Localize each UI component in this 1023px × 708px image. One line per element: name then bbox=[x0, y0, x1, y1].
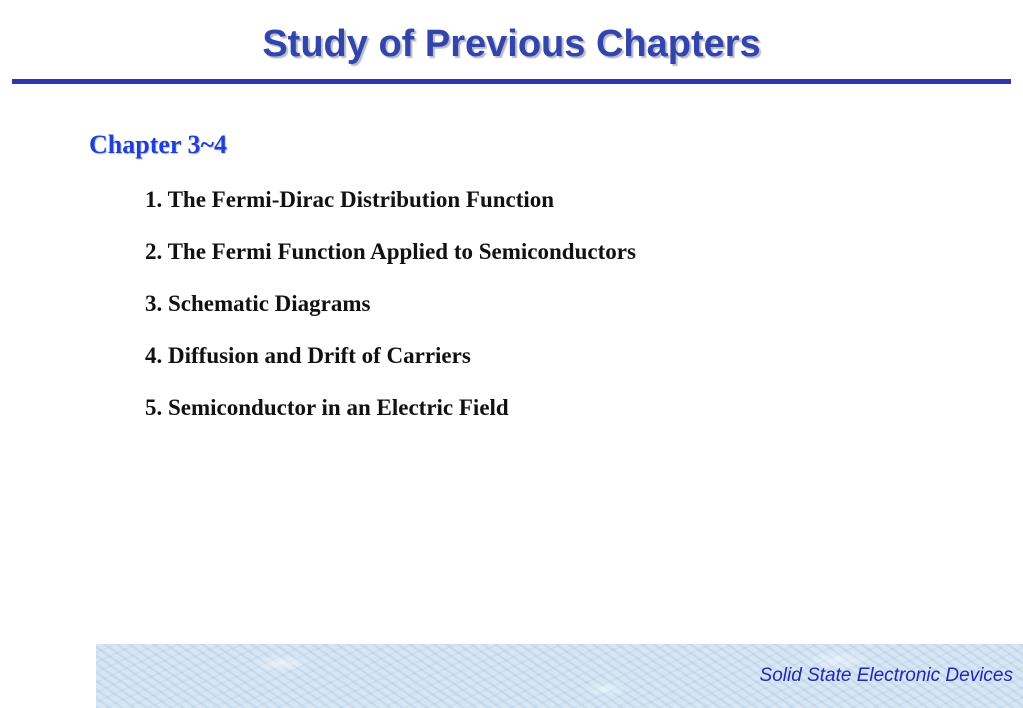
title-divider bbox=[12, 79, 1011, 84]
topic-item: 3. Schematic Diagrams bbox=[145, 291, 371, 316]
topic-item: 1. The Fermi-Dirac Distribution Function bbox=[145, 187, 555, 212]
topic-item: 2. The Fermi Function Applied to Semiconductors bbox=[145, 239, 636, 264]
slide-title: Study of Previous Chapters bbox=[262, 23, 761, 65]
topic-item: 4. Diffusion and Drift of Carriers bbox=[145, 343, 471, 368]
topic-item: 5. Semiconductor in an Electric Field bbox=[145, 395, 509, 420]
section-heading: Chapter 3~4 bbox=[89, 130, 227, 159]
footer-band bbox=[96, 644, 1023, 708]
footer-course-name: Solid State Electronic Devices bbox=[759, 665, 1013, 686]
topic-list bbox=[145, 182, 636, 442]
